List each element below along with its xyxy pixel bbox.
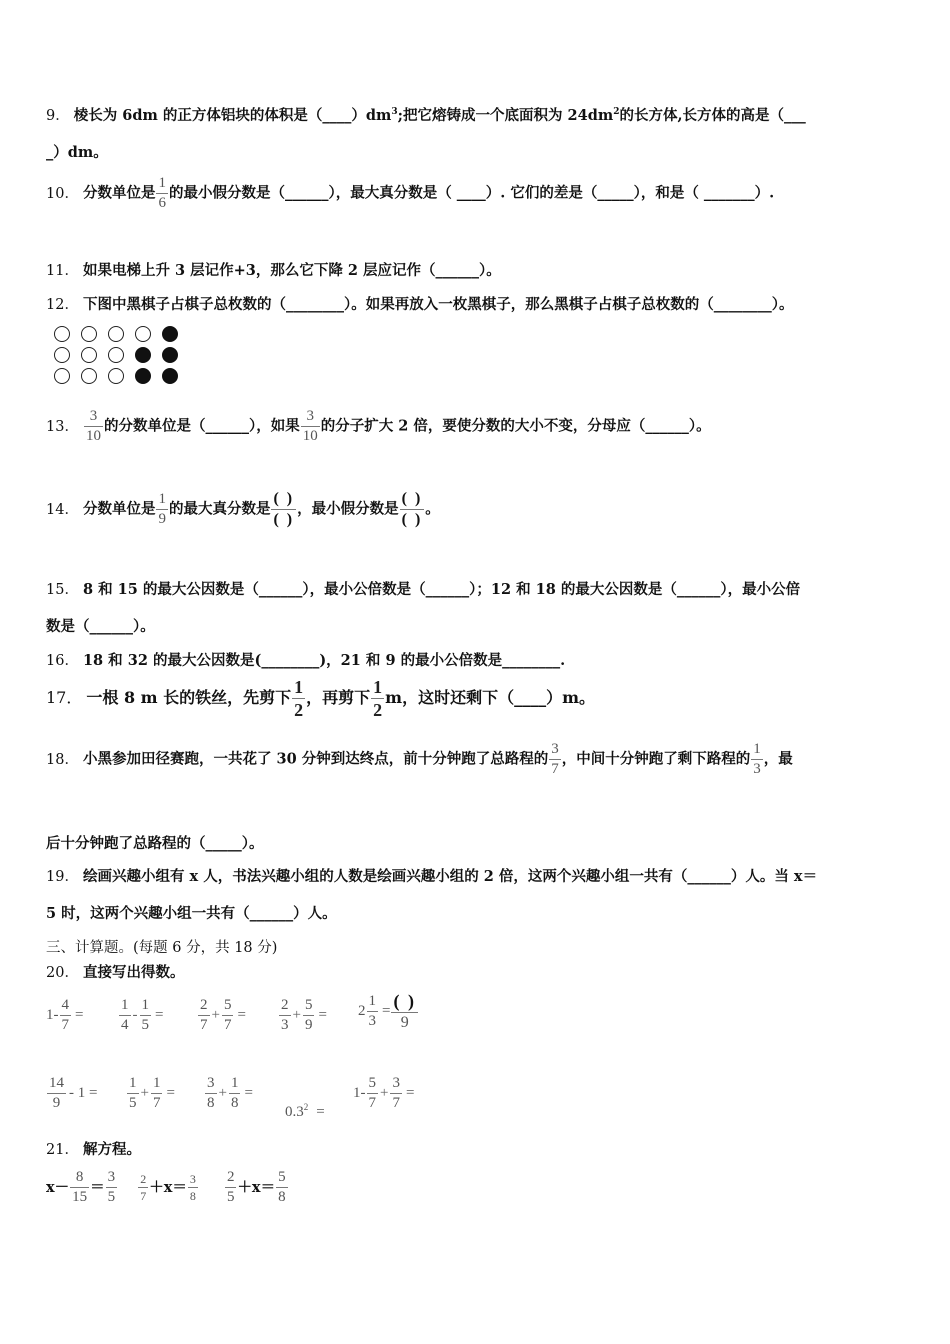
question-number: 18．: [46, 751, 79, 768]
calc-expression: 1- $\frac{4}{7}$ =: [46, 997, 84, 1033]
equations-row: [46, 1170, 289, 1205]
question-9-continued: [46, 141, 108, 162]
question-18: [46, 742, 793, 777]
question-text: 解方程。: [82, 1141, 141, 1158]
question-text: 如果电梯上升 3 层记作+3，那么它下降 2 层应记作（______）。: [82, 262, 501, 279]
calc-expression: $\frac{2}{3}$ + $\frac{5}{9}$ =: [281, 997, 327, 1033]
question-number: 17．: [46, 688, 83, 707]
white-stone: [81, 326, 97, 342]
question-13: [46, 409, 711, 444]
equation: $\frac{2}{7}$ ＋x＝ $\frac{3}{8}$: [140, 1172, 196, 1203]
question-text: 的最小假分数是（______），最大真分数是（ ____）. 它们的差是（_____），和是（ _______）.: [168, 184, 775, 202]
question-text: ，最小假分数是: [297, 500, 399, 518]
calc-expression: $\frac{1}{4}$ - $\frac{1}{5}$ =: [121, 997, 164, 1033]
fraction: $\frac{1}{8}$: [230, 1075, 239, 1111]
question-text: 绘画兴趣小组有 x 人，书法兴趣小组的人数是绘画兴趣小组的 2 倍，这两个兴趣小组一共有（______）人。当 x＝: [82, 868, 818, 885]
question-19-continued: [46, 902, 337, 923]
fraction: $\frac{3}{8}$: [189, 1172, 196, 1203]
question-12: [46, 293, 793, 314]
fraction: $\frac{1}{2}$: [373, 677, 383, 720]
question-number: 10．: [46, 185, 79, 202]
fraction: $\frac{4}{7}$: [61, 997, 69, 1033]
question-text: 直接写出得数。: [82, 964, 185, 981]
fraction: $\frac{2}{7}$: [200, 997, 208, 1033]
question-text: 5 时，这两个兴趣小组一共有（______）人。: [46, 905, 337, 922]
fraction: $\frac{2}{7}$: [140, 1172, 147, 1203]
fraction: $\frac{1}{9}$: [158, 491, 166, 527]
fraction: $\frac{2}{5}$: [226, 1169, 235, 1205]
blank-fraction: $\frac{( )}{9}$: [393, 991, 416, 1031]
question-text: ;把它熔铸成一个底面积为 24dm: [397, 107, 614, 124]
calc-expression: 1- $\frac{5}{7}$ + $\frac{3}{7}$ =: [353, 1075, 415, 1111]
question-19: [46, 865, 817, 886]
black-stone: [162, 368, 178, 384]
fraction: $\frac{3}{10}$: [302, 408, 318, 444]
black-stone: [162, 347, 178, 363]
question-21: [46, 1138, 141, 1159]
fraction: $\frac{2}{3}$: [281, 997, 289, 1033]
question-text: 的分子扩大 2 倍，要使分数的大小不变，分母应（______）。: [320, 417, 711, 435]
blank-fraction: $\frac{( )}{( )}$: [401, 490, 423, 528]
question-text: ，最: [763, 750, 793, 768]
question-text: ，中间十分钟跑了剩下路程的: [561, 750, 751, 768]
question-11: [46, 259, 501, 280]
question-text: 的分数单位是（______），如果: [103, 417, 300, 435]
fraction: $\frac{1}{3}$: [368, 993, 376, 1029]
question-number: 19．: [46, 869, 79, 885]
fraction: $\frac{3}{5}$: [107, 1169, 116, 1205]
superscript: 2: [613, 107, 620, 118]
question-text: 18 和 32 的最大公因数是(________)，21 和 9 的最小公倍数是________.: [82, 652, 566, 669]
question-text: _）dm。: [46, 144, 108, 161]
calc-expression: $\frac{1}{5}$ + $\frac{1}{7}$ =: [129, 1075, 175, 1111]
equation: x－ $\frac{8}{15}$ ＝ $\frac{3}{5}$: [46, 1169, 116, 1205]
question-text: 下图中黑棋子占棋子总枚数的（________）。如果再放入一枚黑棋子，那么黑棋子占棋子总枚数的（________）。: [82, 296, 794, 313]
question-16: [46, 649, 565, 670]
question-text: 8 和 15 的最大公因数是（______），最小公倍数是（______）；12 和 18 的最大公因数是（______），最小公倍: [82, 581, 801, 598]
calc-expression: 2 $\frac{1}{3}$ = $\frac{( )}{9}$: [358, 991, 416, 1031]
question-14: [46, 491, 440, 528]
black-stone: [135, 368, 151, 384]
fraction: $\frac{5}{9}$: [304, 997, 313, 1033]
question-text: 。: [425, 500, 440, 518]
blank-fraction: $\frac{( )}{( )}$: [273, 490, 295, 528]
question-number: 14．: [46, 501, 79, 518]
question-text: 数是（______）。: [46, 618, 155, 635]
white-stone: [54, 368, 70, 384]
fraction: $\frac{5}{7}$: [368, 1075, 376, 1111]
question-number: 9．: [46, 108, 70, 124]
fraction: $\frac{3}{7}$: [551, 741, 559, 777]
fraction: $\frac{5}{7}$: [223, 997, 232, 1033]
question-15-continued: [46, 615, 155, 636]
question-number: 16．: [46, 653, 79, 669]
fraction: $\frac{1}{7}$: [152, 1075, 161, 1111]
black-stone: [135, 347, 151, 363]
question-text: 分数单位是: [82, 500, 156, 518]
question-number: 21．: [46, 1142, 79, 1158]
question-text: ，再剪下: [306, 688, 371, 707]
question-text: m，这时还剩下（____）m。: [385, 688, 596, 707]
white-stone: [54, 347, 70, 363]
fraction: $\frac{1}{6}$: [158, 175, 166, 211]
fraction: $\frac{3}{10}$: [85, 408, 101, 444]
question-number: 20．: [46, 965, 79, 981]
question-text: 小黑参加田径赛跑，一共花了 30 分钟到达终点，前十分钟跑了总路程的: [82, 750, 549, 768]
question-15: [46, 578, 800, 599]
fraction: $\frac{1}{2}$: [294, 677, 304, 720]
fraction: $\frac{8}{15}$: [72, 1169, 88, 1205]
white-stone: [54, 326, 70, 342]
white-stone: [81, 368, 97, 384]
superscript: 3: [391, 107, 398, 118]
fraction: $\frac{1}{5}$: [129, 1075, 137, 1111]
question-number: 11．: [46, 263, 79, 279]
calc-expression: $\frac{3}{8}$ + $\frac{1}{8}$ =: [207, 1075, 253, 1111]
question-18-continued: [46, 832, 264, 853]
fraction: $\frac{1}{5}$: [141, 997, 149, 1033]
question-number: 15．: [46, 582, 79, 598]
fraction: $\frac{3}{8}$: [207, 1075, 215, 1111]
calc-expression: $\frac{2}{7}$ + $\frac{5}{7}$ =: [200, 997, 246, 1033]
equation: $\frac{2}{5}$ ＋x＝ $\frac{5}{8}$: [226, 1169, 286, 1205]
question-text: 的最大真分数是: [168, 500, 271, 518]
black-stone: [162, 326, 178, 342]
fraction: $\frac{1}{3}$: [753, 741, 761, 777]
question-number: 12．: [46, 297, 79, 313]
fraction: $\frac{3}{7}$: [392, 1075, 400, 1111]
question-text: 一根 8 m 长的铁丝，先剪下: [86, 688, 292, 707]
white-stone: [108, 347, 124, 363]
question-number: 13．: [46, 418, 79, 435]
question-20: [46, 961, 184, 982]
calc-expression: $\frac{14}{9}$ - 1 =: [49, 1075, 98, 1111]
section-title: 三、计算题。(每题 6 分，共 18 分): [46, 940, 278, 956]
question-text: 棱长为 6dm 的正方体铝块的体积是（____）dm: [73, 107, 392, 124]
fraction: $\frac{5}{8}$: [278, 1169, 286, 1205]
question-9: [46, 104, 806, 125]
fraction: $\frac{1}{4}$: [121, 997, 129, 1033]
fraction: $\frac{14}{9}$: [49, 1075, 64, 1111]
white-stone: [135, 326, 151, 342]
question-text: 的长方体,长方体的高是（___: [619, 107, 806, 124]
question-text: 后十分钟跑了总路程的（_____）。: [46, 835, 264, 852]
question-text: 分数单位是: [82, 184, 156, 202]
white-stone: [108, 326, 124, 342]
white-stone: [81, 347, 97, 363]
calc-expression: $0.3^2$ =: [285, 1102, 325, 1120]
question-10: [46, 176, 774, 211]
white-stone: [108, 368, 124, 384]
question-17: [46, 678, 595, 719]
